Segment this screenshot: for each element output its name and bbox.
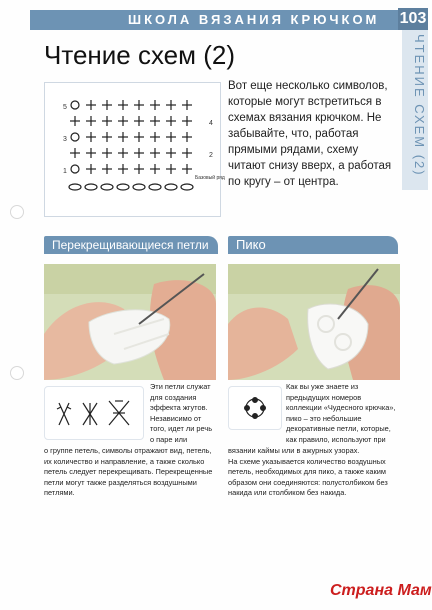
page-title: Чтение схем (2) — [44, 40, 236, 70]
text-line: о паре или — [150, 434, 188, 444]
text-line: Эти петли служат — [150, 382, 211, 391]
side-title: ЧТЕНИЕ СХЕМ (2) — [412, 34, 427, 177]
binding-hole-top — [10, 205, 24, 219]
row-number-5: 5 — [63, 104, 67, 111]
series-title: ШКОЛА ВЯЗАНИЯ КРЮЧКОМ — [128, 12, 380, 27]
text-line: пико – это небольшие — [286, 413, 362, 423]
row-number-1: 1 — [63, 168, 67, 175]
picot-symbol-box — [228, 386, 282, 430]
page-number: 103 — [398, 8, 428, 30]
text-line: На схеме указывается количество воздушных — [228, 456, 386, 466]
picot-text-full — [228, 446, 400, 499]
row-number-3: 3 — [63, 136, 67, 143]
watermark-logo: Страна Мам — [330, 582, 432, 599]
binding-hole-bottom — [10, 366, 24, 380]
section-title-picot: Пико — [228, 236, 398, 254]
text-line: петель, необходимых для пико, а также каким — [228, 467, 386, 477]
text-line: петлями. — [44, 488, 75, 498]
text-line: того, идет ли речь — [150, 424, 213, 434]
crossed-text-full — [44, 446, 224, 499]
text-line: Как вы уже знаете из — [286, 382, 359, 391]
text-line: образом они соединяются: полустолбиком без — [228, 477, 388, 487]
text-line: как правило, используют при — [286, 434, 386, 444]
picot-icon — [229, 387, 281, 429]
text-line: предыдущих номеров — [286, 392, 362, 402]
text-line: для создания — [150, 392, 197, 402]
photo-crossed-stitches — [44, 264, 216, 380]
picot-text-right — [286, 382, 398, 446]
row-number-2: 2 — [209, 152, 213, 159]
row-number-4: 4 — [209, 120, 213, 127]
text-line: эффекта жгутов. — [150, 403, 208, 413]
crossed-stitch-icon — [45, 387, 143, 439]
text-line: накида или столбиком без накида. — [228, 488, 347, 498]
intro-text: Вот еще несколько символов, которые могут встретиться в схемах вязания крючком. Не забывайте, что, работая прямыми рядами, схему читают снизу вверх, а работая по кругу – от центра. — [228, 80, 392, 188]
crossed-stitch-symbols — [44, 386, 144, 440]
text-line: декоративные петли, которые, — [286, 424, 391, 434]
text-line: коллекции «Чудесного крючка», — [286, 403, 396, 413]
text-line: вязании каймы или в ажурных узорах. — [228, 446, 360, 455]
crochet-chart — [44, 82, 225, 217]
crochet-chart-drawing — [45, 83, 225, 216]
text-line: Независимо от — [150, 413, 202, 423]
text-line: о группе петель, символы отражают вид, петель, — [44, 446, 212, 455]
text-line: их количество и направление, а также сколько — [44, 456, 205, 466]
photo-picot — [228, 264, 400, 380]
base-row-label: Базовый ряд — [195, 175, 225, 181]
crossed-text-right — [150, 382, 222, 446]
text-line: петли могут также разделяться воздушными — [44, 477, 197, 487]
text-line: петель следует перекрещивать. Перекрещенные — [44, 467, 213, 477]
section-title-crossed-stitches: Перекрещивающиеся петли — [44, 236, 218, 254]
